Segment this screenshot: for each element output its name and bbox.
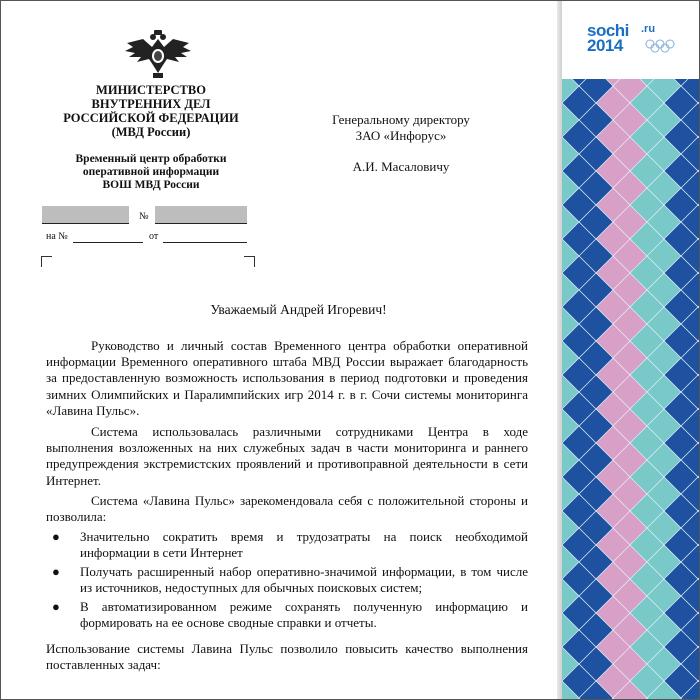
ref-from-label: от xyxy=(149,231,159,242)
olympic-rings-icon xyxy=(645,39,675,53)
paragraph-gratitude: Руководство и личный состав Временного центра обработки оперативной информации Временного оперативного штаба МВД России выражает благодарность за предоставленную возможность использования в период подготовки и проведения зимних Олимпийских и Паралимпийских игр 2014 г. в г. Сочи системы мониторинга «Лавина Пульс». xyxy=(46,338,528,418)
logo-domain: .ru xyxy=(641,23,656,35)
addressee-name: А.И. Масаловичу xyxy=(352,159,450,174)
sochi-logo xyxy=(562,1,699,79)
salutation: Уважаемый Андрей Игоревич! xyxy=(210,302,387,317)
logo-year: 2014 xyxy=(587,36,623,55)
ministry-name: МИНИСТЕРСТВО ВНУТРЕННИХ ДЕЛ РОССИЙСКОЙ ФЕДЕРАЦИИ (МВД России) xyxy=(63,83,239,139)
number-sign: № xyxy=(139,211,149,222)
bullet-icon: ● xyxy=(52,599,60,614)
list-item: ● Значительно сократить время и трудозатраты на поиск необходимой информации в сети Интернет xyxy=(52,529,528,560)
results-list xyxy=(46,529,528,634)
redacted-date-field xyxy=(42,206,129,223)
ref-number-underline xyxy=(73,242,143,243)
paragraph-usage: Система использовалась различными сотрудниками Центра в ходе выполнения возложенных на них служебных задач в части мониторинга и раннего предупреждения экстремистских проявлений и противоправной деятельности в сети Интернет. xyxy=(46,424,528,488)
patchwork-pattern-icon xyxy=(562,1,699,699)
eagle-emblem-icon xyxy=(123,29,193,81)
addressee-title: Генеральному директору xyxy=(332,112,470,127)
paragraph-results-intro: Система «Лавина Пульс» зарекомендовала себя с положительной стороны и позволила: xyxy=(46,493,528,525)
redacted-number-field xyxy=(155,206,247,223)
logo-wordmark: sochi xyxy=(587,21,629,40)
corner-mark-right xyxy=(244,256,255,267)
list-item: ● В автоматизированном режиме сохранять полученную информацию и формировать на ее основе сводные справки и отчеты. xyxy=(52,599,528,630)
paragraph-closing: Использование системы Лавина Пульс позволило повысить качество выполнения поставленных задач: xyxy=(46,641,528,673)
addressee-company: ЗАО «Инфорус» xyxy=(355,128,447,143)
corner-mark-left xyxy=(41,256,52,267)
ref-prefix-label: на № xyxy=(46,231,68,242)
list-item: ● Получать расширенный набор оперативно-значимой информации, в том числе из источников, недоступных для обычных поисковых систем; xyxy=(52,564,528,595)
bullet-icon: ● xyxy=(52,529,60,544)
decorative-patchwork-strip xyxy=(562,1,699,699)
bullet-icon: ● xyxy=(52,564,60,579)
number-underline xyxy=(155,223,247,224)
center-name: Временный центр обработки оперативной информации ВОШ МВД России xyxy=(75,153,227,191)
date-underline xyxy=(42,223,129,224)
ref-date-underline xyxy=(163,242,247,243)
